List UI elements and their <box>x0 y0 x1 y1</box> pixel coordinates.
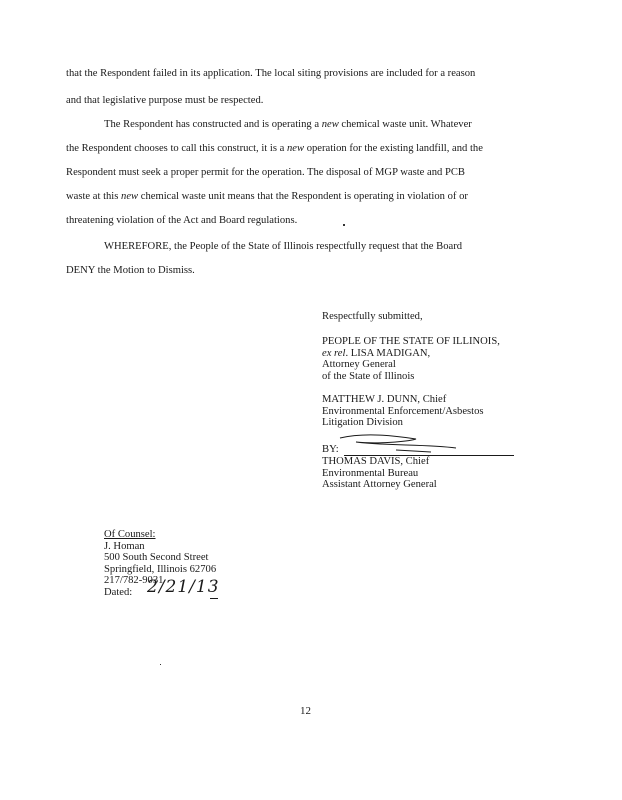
stray-mark <box>343 224 345 226</box>
ex-rel-name: . LISA MADIGAN, <box>345 347 431 359</box>
text-run: chemical waste unit means that the Respondent is operating in violation of or <box>138 191 468 202</box>
counsel-street: 500 South Second Street <box>104 552 209 564</box>
signer-block <box>322 456 437 491</box>
dated-label: Dated: <box>104 586 133 598</box>
text-run: waste at this <box>66 191 122 202</box>
ex-rel-line <box>322 348 500 360</box>
emphasis-text: new <box>286 143 305 154</box>
page-number: 12 <box>300 705 311 717</box>
body-text-line: that the Respondent failed in its application. The local siting provisions are included for a reason <box>66 68 476 79</box>
counsel-name: J. Homan <box>104 540 145 552</box>
body-text-line <box>104 118 544 131</box>
counsel-phone: 217/782-9031 <box>104 575 164 587</box>
signer-name: THOMAS DAVIS, Chief <box>322 456 430 467</box>
text-run: chemical waste unit. Whatever <box>338 119 472 130</box>
body-text-line <box>66 142 546 155</box>
party-name: PEOPLE OF THE STATE OF ILLINOIS, <box>322 336 500 347</box>
counsel-heading: Of Counsel: <box>104 529 156 540</box>
text-run: The Respondent has constructed and is operating a <box>104 119 322 130</box>
emphasis-text: new <box>121 191 139 202</box>
text-run: the Respondent chooses to call this construct, it is a <box>66 143 287 154</box>
ex-rel-prefix: ex rel <box>322 347 346 359</box>
date-underline <box>210 598 218 599</box>
text-run: operation for the existing landfill, and the <box>304 143 483 154</box>
ag-title: Attorney General <box>322 359 396 371</box>
signer-title: Assistant Attorney General <box>322 479 437 491</box>
by-label: BY: <box>322 444 339 455</box>
closing-line: Respectfully submitted, <box>322 311 423 322</box>
handwritten-date: 2/21/13 <box>147 577 220 597</box>
counsel-city: Springfield, Illinois 62706 <box>104 563 217 575</box>
chief-name: MATTHEW J. DUNN, Chief <box>322 394 447 405</box>
stray-mark <box>160 664 161 665</box>
ag-state: of the State of Illinois <box>322 370 415 382</box>
division-line-2: Litigation Division <box>322 417 403 429</box>
division-line-1: Environmental Enforcement/Asbestos <box>322 405 484 417</box>
body-text-line: threatening violation of the Act and Board regulations. <box>66 215 298 226</box>
body-text-line: Respondent must seek a proper permit for the operation. The disposal of MGP waste and PCB <box>66 167 465 178</box>
body-text-line: and that legislative purpose must be respected. <box>66 95 264 106</box>
signature-block <box>322 336 500 382</box>
body-text-line: WHEREFORE, the People of the State of Illinois respectfully request that the Board <box>104 241 463 252</box>
signer-bureau: Environmental Bureau <box>322 467 419 479</box>
body-text-line: DENY the Motion to Dismiss. <box>66 265 195 276</box>
emphasis-text: new <box>321 119 339 130</box>
body-text-line <box>66 190 546 203</box>
division-block <box>322 394 484 429</box>
